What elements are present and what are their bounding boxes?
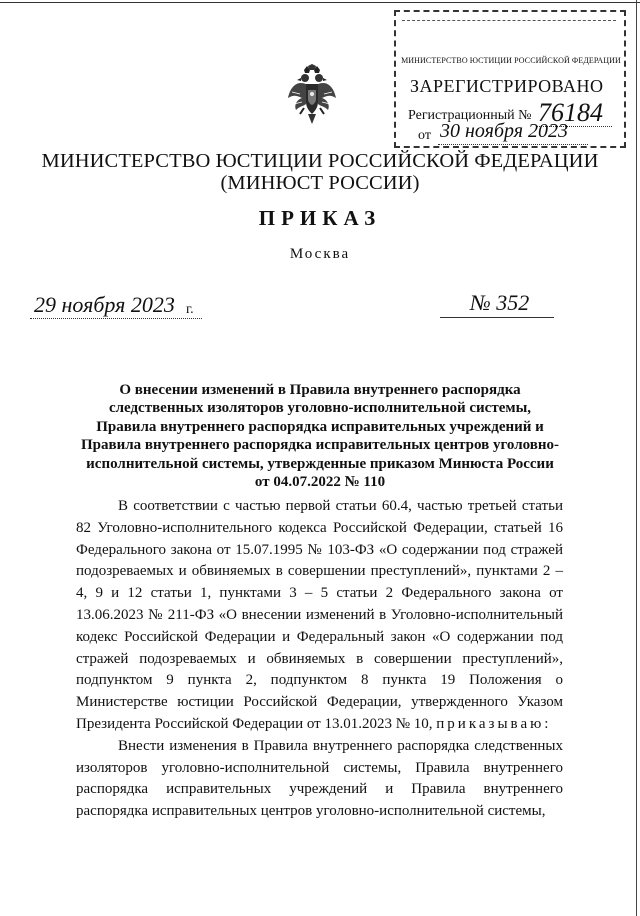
stamp-regnum-label: Регистрационный №: [408, 108, 532, 123]
document-type: ПРИКАЗ: [258, 206, 382, 230]
body-paragraph-2: Внести изменения в Правила внутреннего распорядка следственных изоляторов уголовно-исполнительной системы, Правила внутреннего распорядка исправительных учреждений и Правила внутреннего распорядка исправительных центров уголовно-исполнительной системы,: [76, 737, 563, 820]
order-number: № 352: [470, 290, 530, 315]
stamp-ministry-name: МИНИСТЕРСТВО ЮСТИЦИИ РОССИЙСКОЙ ФЕДЕРАЦИИ: [401, 56, 621, 65]
stamp-border-line: [402, 20, 616, 21]
ministry-title: [0, 150, 640, 194]
ministry-title-line1: МИНИСТЕРСТВО ЮСТИЦИИ РОССИЙСКОЙ ФЕДЕРАЦИИ: [41, 150, 599, 172]
order-date-suffix: г.: [186, 302, 194, 317]
stamp-registered-label: ЗАРЕГИСТРИРОВАНО: [410, 76, 604, 96]
city: Москва: [289, 246, 351, 262]
scan-edge-top: [0, 2, 640, 3]
state-emblem-icon: [286, 64, 338, 126]
stamp-date-underline: [438, 144, 588, 145]
body-paragraph-1-text: В соответствии с частью первой статьи 60.4, частью третьей статьи 82 Уголовно-исполнительного кодекса Российской Федерации, статьей 16 Федерального закона от 15.07.1995 № 103-ФЗ «О содержании под стражей подозреваемых и обвиняемых в совершении преступлений», пунктами 2 – 4, 9 и 12 статьи 1, пунктами 3 – 5 статьи 2 Федерального закона от 13.06.2023 № 211-ФЗ «О внесении изменений в Уголовно-исполнительный кодекс Российской Федерации и Федеральный закон «О содержании под стражей подозреваемых и обвиняемых в совершении преступлений», подпунктом 9 пункта 2, подпунктом 8 пункта 19 Положения о Министерстве юстиции Российской Федерации, утвержденного Указом Президента Российской Федерации от 13.01.2023 № 10,: [76, 498, 563, 732]
order-number-underline: [440, 317, 554, 318]
order-body: [76, 496, 563, 823]
ministry-title-line2: (МИНЮСТ РОССИИ): [220, 172, 420, 194]
stamp-date-value: 30 ноября 2023: [440, 120, 569, 142]
stamp-date-prefix: от: [418, 128, 431, 143]
order-date: 29 ноября 2023: [34, 292, 175, 317]
body-paragraph-1: [76, 496, 563, 736]
scan-edge-right: [636, 0, 637, 916]
registration-stamp: [394, 10, 626, 148]
order-subject: О внесении изменений в Правила внутреннего распорядка следственных изоляторов уголовно-исполнительной системы, Правила внутреннего распорядка исправительных учреждений и Правила внутреннего распорядка исправительных центров уголовно-исполнительной системы, утвержденные приказом Минюста России от 04.07.2022 № 110: [80, 382, 560, 491]
order-date-underline: [30, 318, 202, 319]
order-directive: приказываю:: [436, 715, 552, 732]
stamp-regnum-value: 76184: [538, 98, 603, 127]
